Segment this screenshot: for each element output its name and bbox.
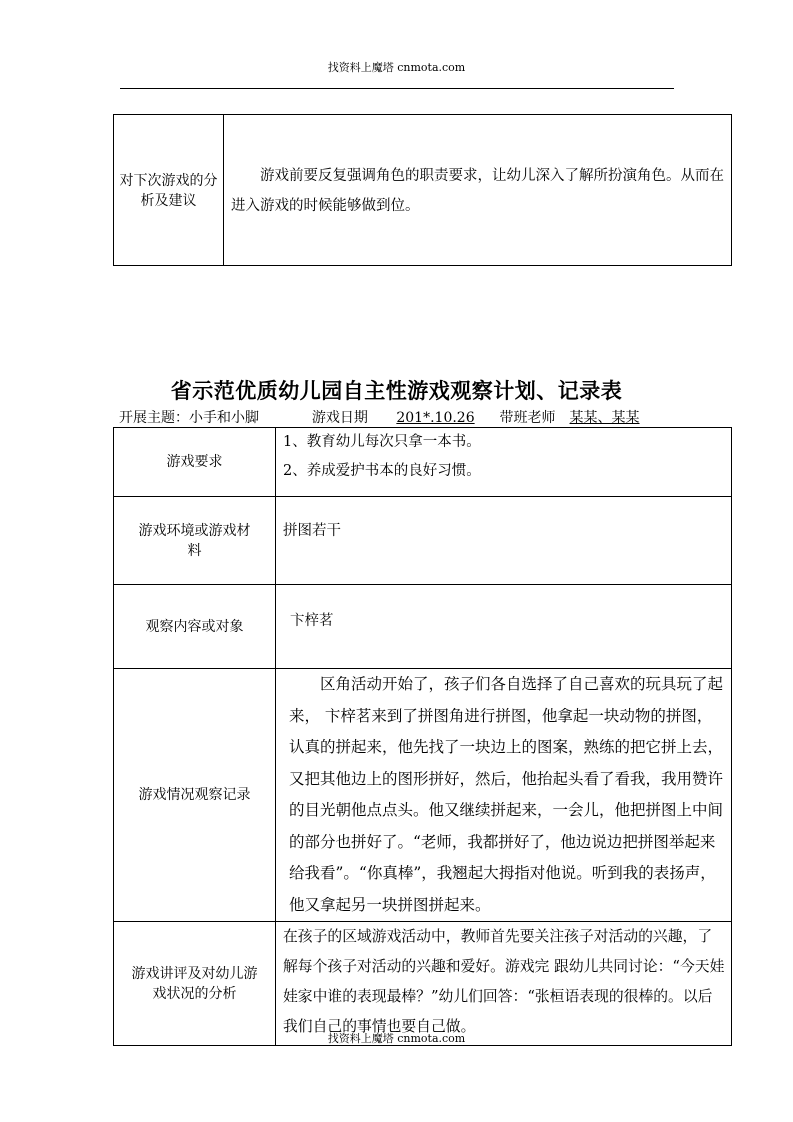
page-header: 找资料上魔塔 cnmota.com [327,61,466,74]
row-record [114,669,732,922]
observation-table [113,427,732,1046]
materials-label: 游戏环境或游戏材料 [114,497,276,585]
requirements-label: 游戏要求 [114,428,276,497]
row-requirements [114,428,732,497]
date-value: 201*.10.26 [396,410,475,426]
analysis-label: 对下次游戏的分析及建议 [114,115,224,266]
header-rule [120,88,674,89]
evaluation-content: 在孩子的区域游戏活动中，教师首先要关注孩子对活动的兴趣，了解每个孩子对活动的兴趣和爱好。游戏完 跟幼儿共同讨论：“今天娃娃家中谁的表现最棒？”幼儿们回答：“张桓语表现的很棒的。以后我们自己的事情也要自己做。 [276,922,732,1046]
evaluation-label: 游戏讲评及对幼儿游戏状况的分析 [114,922,276,1046]
row-evaluation [114,922,732,1046]
form-title: 省示范优质幼儿园自主性游戏观察计划、记录表 [170,378,623,403]
record-content: 区角活动开始了，孩子们各自选择了自己喜欢的玩具玩了起来， 卞梓茗来到了拼图角进行拼图，他拿起一块动物的拼图，认真的拼起来，他先找了一块边上的图案，熟练的把它拼上去，又把其他边上的图形拼好，然后，他抬起头看了看我，我用赞许的目光朝他点点头。他又继续拼起来，一会儿，他把拼图上中间的部分也拼好了。“老师，我都拼好了，他边说边把拼图举起来给我看”。“你真棒”，我翘起大拇指对他说。听到我的表扬声，他又拿起另一块拼图拼起来。 [276,669,732,922]
theme-label: 开展主题： [119,410,189,426]
observe-content: 卞梓茗 [276,585,732,669]
analysis-content: 游戏前要反复强调角色的职责要求，让幼儿深入了解所扮演角色。从而在进入游戏的时候能够做到位。 [224,115,732,266]
requirement-line: 2、养成爱护书本的良好习惯。 [283,463,481,479]
requirement-line: 1、教育幼儿每次只拿一本书。 [283,434,481,450]
teacher-value: 某某、某某 [569,410,640,426]
theme-value: 小手和小脚 [189,410,259,426]
record-label: 游戏情况观察记录 [114,669,276,922]
teacher-label: 带班老师 [499,410,556,426]
date-label: 游戏日期 [311,410,368,426]
row-observe [114,585,732,669]
analysis-table [113,114,732,266]
form-meta [119,407,640,427]
page-footer: 找资料上魔塔 cnmota.com [327,1032,466,1045]
materials-content: 拼图若干 [276,497,732,585]
row-materials [114,497,732,585]
requirements-content [276,428,732,497]
observe-label: 观察内容或对象 [114,585,276,669]
